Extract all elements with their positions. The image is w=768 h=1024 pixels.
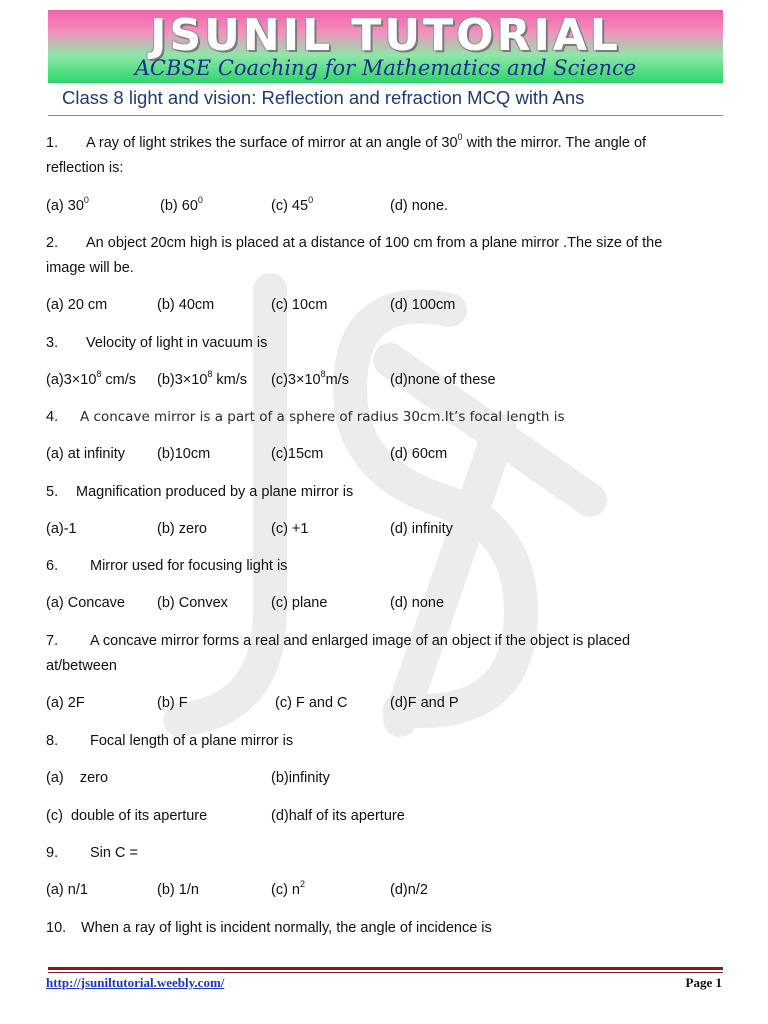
option-c[interactable]: $(c)3\times 10^8m/s$ — [271, 369, 349, 388]
option-a[interactable]: (a) $30^0$ — [46, 195, 89, 214]
question-text: An object 20cm high is placed at a distance of 100 cm from a plane mirror .The size of the — [86, 235, 663, 251]
option-c[interactable]: (c) $45^0$ — [271, 195, 314, 214]
option-a[interactable]: (a) 2F — [46, 695, 85, 711]
question-number: 6. — [46, 558, 59, 574]
question-number: 5. — [46, 484, 59, 500]
title-divider — [48, 115, 723, 116]
option-b[interactable]: (b) 1/n — [157, 882, 199, 898]
question-7 — [46, 631, 630, 651]
question-text: A concave mirror is a part of a sphere of radius 30cm.It’s focal length is — [80, 409, 565, 425]
option-c[interactable]: (c) double of its aperture — [46, 808, 208, 824]
option-a[interactable]: $(a)3\times 10^8$ cm/s — [46, 369, 137, 388]
question-number: 2. — [46, 235, 59, 251]
question-text: Mirror used for focusing light is — [90, 558, 288, 574]
question-1 — [46, 133, 646, 153]
question-text: A ray of light strikes the surface of mirror at an angle of 30 — [86, 135, 458, 151]
brand-title: JSUNIL TUTORIAL — [150, 10, 621, 61]
option-a[interactable]: (a) 20 cm — [46, 297, 108, 313]
brand-subtitle: ACBSE Coaching for Mathematics and Science — [134, 56, 637, 80]
website-link[interactable]: http://jsuniltutorial.weebly.com/ — [46, 975, 225, 990]
footer-divider — [48, 967, 723, 970]
option-d[interactable]: (d) none — [390, 595, 445, 611]
option-d[interactable]: (d)F and P — [390, 695, 459, 711]
superscript: 0 — [457, 132, 463, 142]
question-number: 3. — [46, 335, 59, 351]
question-2-continued: image will be. — [46, 260, 134, 276]
page-title: Class 8 light and vision: Reflection and refraction MCQ with Ans — [62, 87, 585, 108]
option-d[interactable]: (d) none. — [390, 198, 449, 214]
question-2 — [46, 233, 662, 253]
question-text: A concave mirror forms a real and enlarged image of an object if the object is placed — [90, 633, 631, 649]
option-c[interactable]: (c)15cm — [271, 446, 324, 462]
option-b[interactable]: (b)infinity — [271, 770, 330, 786]
option-b[interactable]: (b) 40cm — [157, 297, 215, 313]
question-text: Focal length of a plane mirror is — [90, 733, 294, 749]
question-6 — [46, 556, 287, 576]
question-number: 7. — [46, 633, 59, 649]
question-text: Sin C = — [90, 845, 138, 861]
option-a[interactable]: (a)-1 — [46, 521, 77, 537]
question-9 — [46, 843, 138, 863]
option-b[interactable]: (b) $60^0$ — [160, 195, 203, 214]
question-5 — [46, 482, 353, 502]
option-a[interactable]: (a) Concave — [46, 595, 125, 611]
option-c[interactable]: (c) +1 — [271, 521, 309, 537]
option-b[interactable]: (b)10cm — [157, 446, 211, 462]
question-text: Velocity of light in vacuum is — [86, 335, 268, 351]
brand-banner — [48, 10, 723, 83]
question-8 — [46, 731, 293, 751]
footer-divider-thin — [48, 972, 723, 973]
option-c[interactable]: (c) 10cm — [271, 297, 328, 313]
option-d[interactable]: (d)n/2 — [390, 882, 428, 898]
option-b[interactable]: (b) F — [157, 695, 188, 711]
question-7-continued: at/between — [46, 658, 117, 674]
option-b[interactable]: (b) zero — [157, 521, 207, 537]
question-number: 1. — [46, 135, 59, 151]
question-text: When a ray of light is incident normally, the angle of incidence is — [81, 920, 492, 936]
question-4 — [46, 407, 565, 427]
option-c[interactable]: (c) $n^2$ — [271, 879, 306, 898]
option-a[interactable]: (a) zero — [46, 770, 109, 786]
option-a[interactable]: (a) n/1 — [46, 882, 88, 898]
question-number: 4. — [46, 409, 59, 425]
question-number: 10. — [46, 920, 67, 936]
jst-watermark — [120, 250, 620, 770]
question-text: with the mirror. The angle of — [462, 135, 647, 151]
option-d[interactable]: (d) 60cm — [390, 446, 448, 462]
option-a[interactable]: (a) at infinity — [46, 446, 125, 462]
option-c[interactable]: (c) plane — [271, 595, 328, 611]
option-d[interactable]: (d) infinity — [390, 521, 453, 537]
question-1-continued: reflection is: — [46, 160, 124, 176]
option-c[interactable]: (c) F and C — [275, 695, 348, 711]
option-b[interactable]: $(b)3\times 10^8$ km/s — [157, 369, 248, 388]
question-number: 9. — [46, 845, 59, 861]
question-number: 8. — [46, 733, 59, 749]
page-number: Page 1 — [685, 975, 722, 990]
option-d[interactable]: (d)none of these — [390, 372, 496, 388]
question-10 — [46, 918, 492, 938]
option-d[interactable]: (d)half of its aperture — [271, 808, 405, 824]
option-d[interactable]: (d) 100cm — [390, 297, 456, 313]
question-text: Magnification produced by a plane mirror is — [76, 484, 354, 500]
option-b[interactable]: (b) Convex — [157, 595, 228, 611]
question-3 — [46, 333, 267, 353]
